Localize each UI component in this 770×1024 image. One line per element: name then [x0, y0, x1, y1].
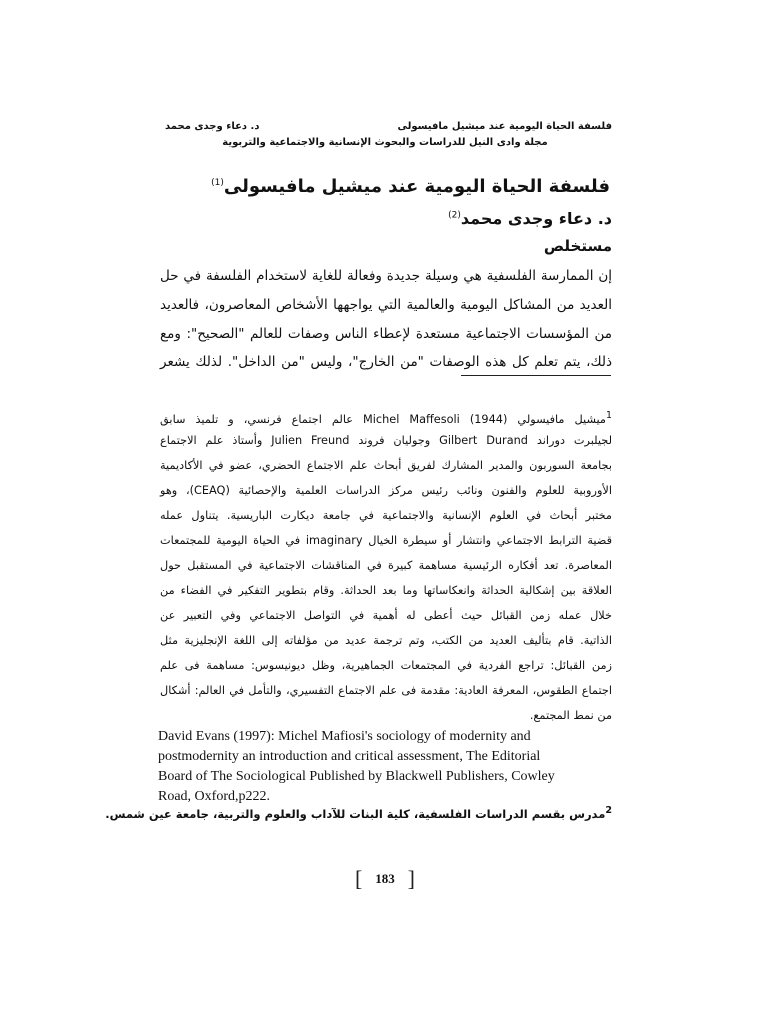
footnote-2-marker: 2 — [605, 805, 612, 816]
abstract-line: إن الممارسة الفلسفية هي وسيلة جديدة وفعالة للغاية لاستخدام الفلسفة في حل — [160, 268, 612, 284]
footnote-1-line: بجامعة السوربون والمدير المشارك لفريق أبحاث علم الاجتماع الحضري، عضو في الأكاديمية — [160, 459, 612, 472]
header-author: د. دعاء وجدى محمد — [165, 121, 260, 132]
footnote-2-text: مدرس بقسم الدراسات الفلسفية، كلية البنات للآداب والعلوم والتربية، جامعة عين شمس. — [105, 806, 606, 821]
footnote-1-line: الذاتية. قام بتأليف العديد من الكتب، وتم ترجمة عديد من مؤلفاته إلى اللغة الإنجليزية مثل — [160, 634, 612, 647]
footnote-1-line: خلال عمله زمن القبائل حيث أعطى له أهمية في التواصل الاجتماعي وفي التعبير عن — [160, 609, 612, 622]
footnote-1-reference-line: Road, Oxford,p222. — [158, 789, 270, 804]
footnote-1-line: قضية الترابط الاجتماعي وانتشار أو سيطرة الخيال imaginary في الحياة اليومية للمجتمعات — [160, 534, 613, 547]
footnote-1-line: مختبر أبحاث في العلوم الإنسانية والاجتماعية في جامعة ديكارت الباريسية. يتناول عمله — [160, 509, 612, 522]
footnote-1-line: اجتماع الطقوس، المعرفة العادية: مقدمة فى علم الاجتماع التفسيري، والتأمل في العالم: أشكال — [160, 684, 612, 697]
title-note-marker: (1) — [211, 178, 224, 188]
footnote-1-reference-line: Board of The Sociological Published by Blackwell Publishers, Cowley — [158, 769, 555, 784]
article-title-text: فلسفة الحياة اليومية عند ميشيل مافيسولى — [223, 176, 610, 197]
footnote-1-reference-line: postmodernity an introduction and critical assessment, The Editorial — [158, 749, 541, 764]
footnote-1-line: العلاقة بين إشكالية الحداثة وانعكاساتها وما بعد الحداثة. وقام بتطوير التفكير في الفضاء من — [160, 584, 612, 597]
footnote-1-line: من نمط المجتمع. — [529, 709, 612, 722]
page-number-box — [355, 868, 415, 890]
footnote-1-line: لجيلبرت دوراند Gilbert Durand وجوليان فروند Julien Freund وأستاذ علم الاجتماع — [160, 434, 613, 447]
abstract-line: العديد من المشاكل اليومية والعالمية التي يواجهها الأشخاص المعاصرون، فالعديد — [160, 297, 612, 313]
article-title — [211, 176, 610, 197]
header-journal: مجلة وادى النيل للدراسات والبحوث الإنسانية والاجتماعية والتربوية — [222, 137, 548, 148]
footnote-2 — [105, 805, 612, 821]
footnote-1-line: الأوروبية للعلوم والفنون ونائب رئيس مركز الدراسات العلمية والإحصائية (CEAQ)، وهو — [160, 484, 612, 497]
abstract-heading: مستخلص — [543, 237, 612, 255]
right-bracket-icon: ] — [407, 866, 415, 891]
abstract-line: من المؤسسات الاجتماعية مستعدة لإعطاء الناس وصفات للعالم "الصحيح": ومع — [160, 326, 612, 342]
author-name: د. دعاء وجدى محمد — [460, 209, 612, 228]
footnote-1-reference-line: David Evans (1997): Michel Mafiosi's sociology of modernity and — [158, 729, 531, 744]
footnote-1-text: ميشيل مافيسولي Michel Maffesoli (1944) عالم اجتماع فرنسي، و تلميذ سابق — [160, 412, 606, 426]
footnote-1-marker: 1 — [606, 410, 612, 421]
footnote-1-line: المعاصرة. تعد أفكاره الرئيسية مساهمة كبيرة في المناقشات الاجتماعية في المستقبل حول — [160, 559, 612, 572]
footnote-1-line: زمن القبائل: تراجع الفردية في المجتمعات الجماهيرية، وظل ديونيسوس: مساهمة فى علم — [160, 659, 612, 672]
author-line — [448, 209, 612, 228]
author-note-marker: (2) — [448, 210, 461, 221]
page-number: 183 — [375, 871, 395, 886]
header-article-title: فلسفة الحياة اليومية عند ميشيل مافيسولى — [397, 121, 612, 132]
footnote-separator — [461, 375, 611, 376]
left-bracket-icon: [ — [355, 866, 363, 891]
abstract-line: ذلك، يتم تعلم كل هذه الوصفات "من الخارج"، وليس "من الداخل". لذلك يشعر — [160, 354, 612, 370]
